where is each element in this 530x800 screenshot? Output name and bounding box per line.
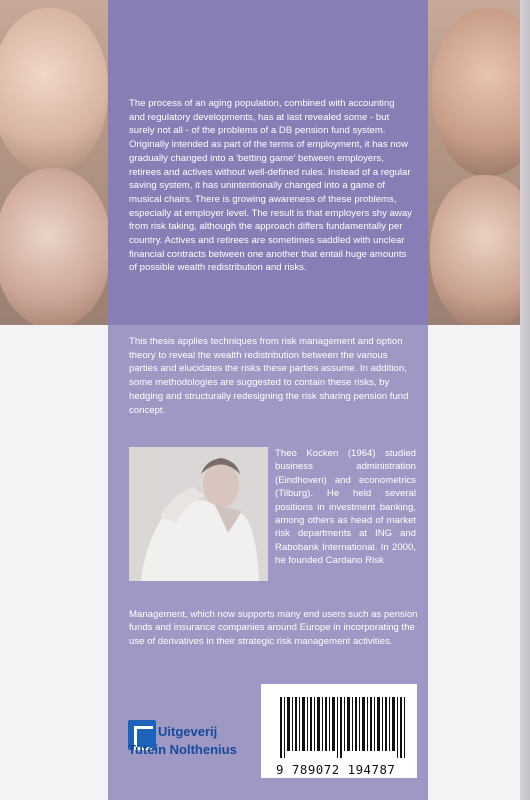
author-photo	[129, 447, 268, 581]
thesis-paragraph: This thesis applies techniques from risk management and option theory to reveal the wealth redistribution between the various parties and elucidates the risks these parties assume. In addition, some methodologies are suggested to contain these risks, by hedging and structurally redesigning the risk sharing pension fund concept.	[129, 336, 409, 416]
author-photo-illustration	[129, 447, 268, 581]
elderly-man-left-face	[0, 168, 111, 325]
elderly-woman-left-face	[0, 8, 108, 173]
elderly-man-right-top-face	[432, 8, 530, 176]
author-bio-continued: Management, which now supports many end users such as pension funds and insurance companies around Europe in incorporating the use of derivatives in their strategic risk management activities.	[129, 609, 418, 647]
publisher-name-line1: Uitgeverij	[158, 724, 218, 739]
intro-paragraph: The process of an aging population, combined with accounting and regulatory developments, has at last revealed some - but surely not all - of the problems of a DB pension fund system. Originally intended as part of the terms of employment, it has now gradually changed into a 'betting game' between employers, retirees and actives without well-defined rules. Instead of a regular saving system, it has unintentionally changed into a game of musical chairs. There is growing awareness of these problems, especially at employer level. The result is that employers shy away from risk taking, although the approach differs fundamentally per country. Actives and retirees are sometimes saddled with unclear financial contracts between one another that entail huge amounts of possible wealth redistribution and risks.	[129, 98, 412, 274]
barcode-number: 9 789072 194787	[276, 762, 396, 777]
barcode-bars-icon	[280, 697, 406, 758]
publisher-logo	[128, 718, 246, 764]
author-bio-wrap: Theo Kocken (1964) studied business administration (Eindhoven) and econometrics (Tilburg). He held several positions in investment banking, among others as head of market risk departments at ING and Rabobank International. In 2000, he founded Cardano Risk	[275, 448, 416, 567]
isbn-barcode	[261, 684, 417, 778]
elderly-man-right-bottom-face	[430, 175, 530, 325]
page-edge-shadow	[520, 0, 530, 800]
publisher-name-line2: Tutein Nolthenius	[128, 742, 237, 757]
